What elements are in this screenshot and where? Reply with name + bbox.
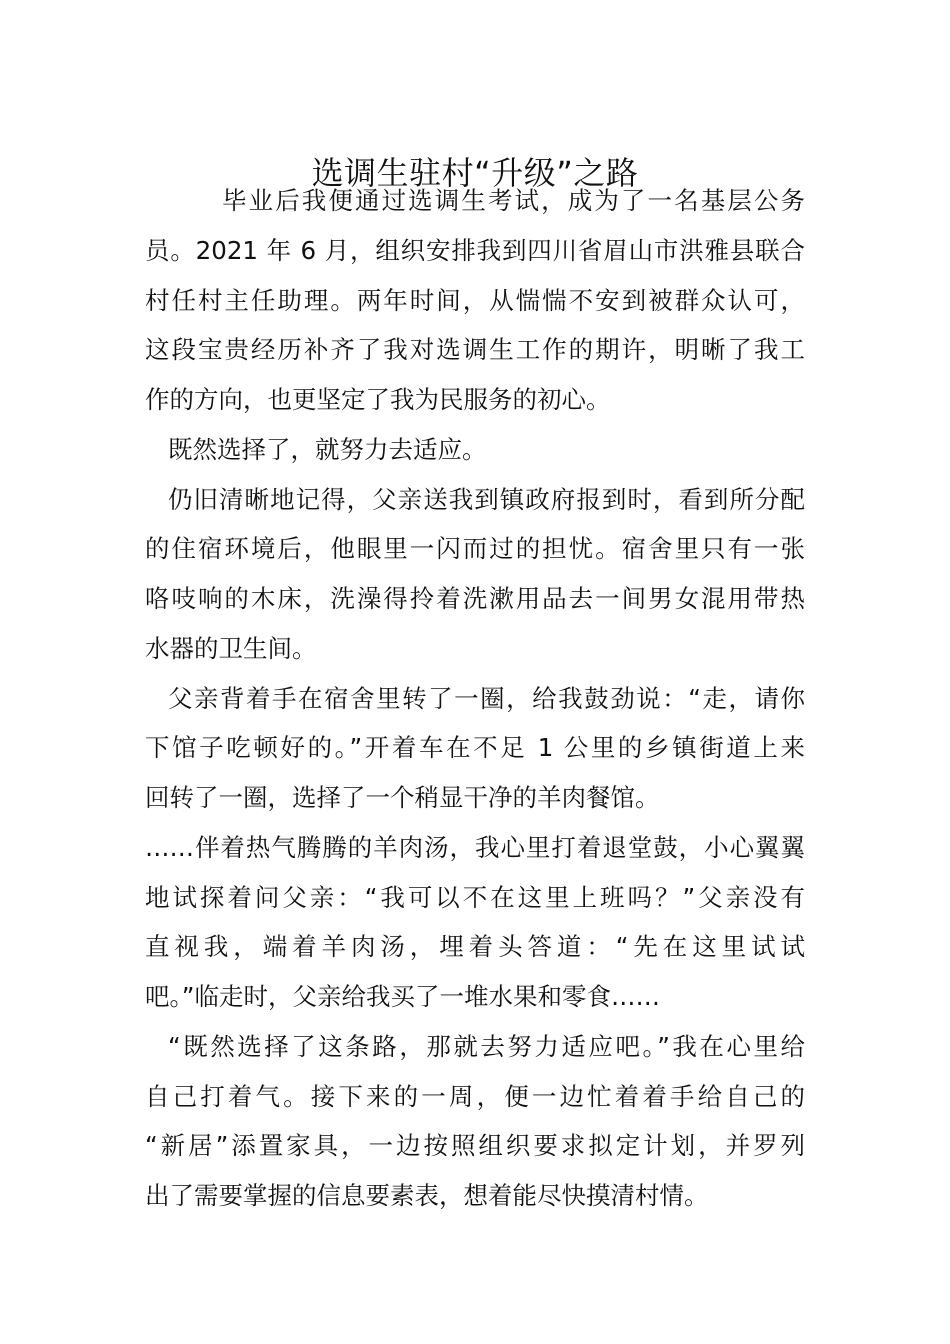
paragraph bbox=[145, 823, 805, 1022]
paragraph-line: 回转了一圈，选择了一个稍显干净的羊肉餐馆。 bbox=[145, 783, 660, 812]
paragraph bbox=[145, 1022, 805, 1221]
paragraph-line: 的住宿环境后，他眼里一闪而过的担忧。宿舍里只有一张 bbox=[145, 534, 805, 564]
paragraph-line: 员。2021 年 6 月，组织安排我到四川省眉山市洪雅县联合 bbox=[145, 235, 805, 265]
paragraph-line: 村任村主任助理。两年时间，从惴惴不安到被群众认可， bbox=[145, 285, 805, 315]
paragraph-line: 父亲背着手在宿舍里转了一圈，给我鼓劲说：“走，请你 bbox=[168, 683, 805, 713]
paragraph-line: 仍旧清晰地记得，父亲送我到镇政府报到时，看到所分配 bbox=[168, 484, 805, 514]
paragraph-line: 自己打着气。接下来的一周，便一边忙着着手给自己的 bbox=[145, 1081, 805, 1111]
paragraph bbox=[145, 674, 805, 823]
paragraph-line: 出了需要掌握的信息要素表，想着能尽快摸清村情。 bbox=[145, 1181, 709, 1210]
paragraph-line: 作的方向，也更坚定了我为民服务的初心。 bbox=[145, 385, 611, 414]
paragraph bbox=[145, 425, 805, 475]
paragraph-line: 吧。”临走时，父亲给我买了一堆水果和零食…… bbox=[145, 982, 660, 1011]
paragraph-line: 下馆子吃顿好的。”开着车在不足 1 公里的乡镇街道上来 bbox=[145, 733, 805, 763]
paragraph-line: 水器的卫生间。 bbox=[145, 633, 317, 663]
document-title: 选调生驻村“升级”之路 bbox=[311, 154, 639, 193]
paragraph-line: “新居”添置家具，一边按照组织要求拟定计划，并罗列 bbox=[145, 1131, 805, 1161]
paragraph-line: 咯吱响的木床，洗澡得拎着洗漱用品去一间男女混用带热 bbox=[145, 584, 805, 613]
paragraph-line: 地试探着问父亲：“我可以不在这里上班吗？”父亲没有 bbox=[145, 882, 805, 912]
paragraph bbox=[145, 475, 805, 674]
paragraph-line: 既然选择了，就努力去适应。 bbox=[168, 434, 487, 464]
document-body bbox=[145, 176, 805, 1221]
paragraph-line: 直视我，端着羊肉汤，埋着头答道：“先在这里试试 bbox=[145, 932, 805, 962]
paragraph-line: 毕业后我便通过选调生考试，成为了一名基层公务 bbox=[222, 186, 805, 215]
paragraph-line: “既然选择了这条路，那就去努力适应吧。”我在心里给 bbox=[168, 1031, 805, 1061]
paragraph-line: 这段宝贵经历补齐了我对选调生工作的期许，明晰了我工 bbox=[145, 335, 805, 365]
paragraph-line: ……伴着热气腾腾的羊肉汤，我心里打着退堂鼓，小心翼翼 bbox=[145, 832, 805, 862]
paragraph bbox=[145, 176, 805, 425]
